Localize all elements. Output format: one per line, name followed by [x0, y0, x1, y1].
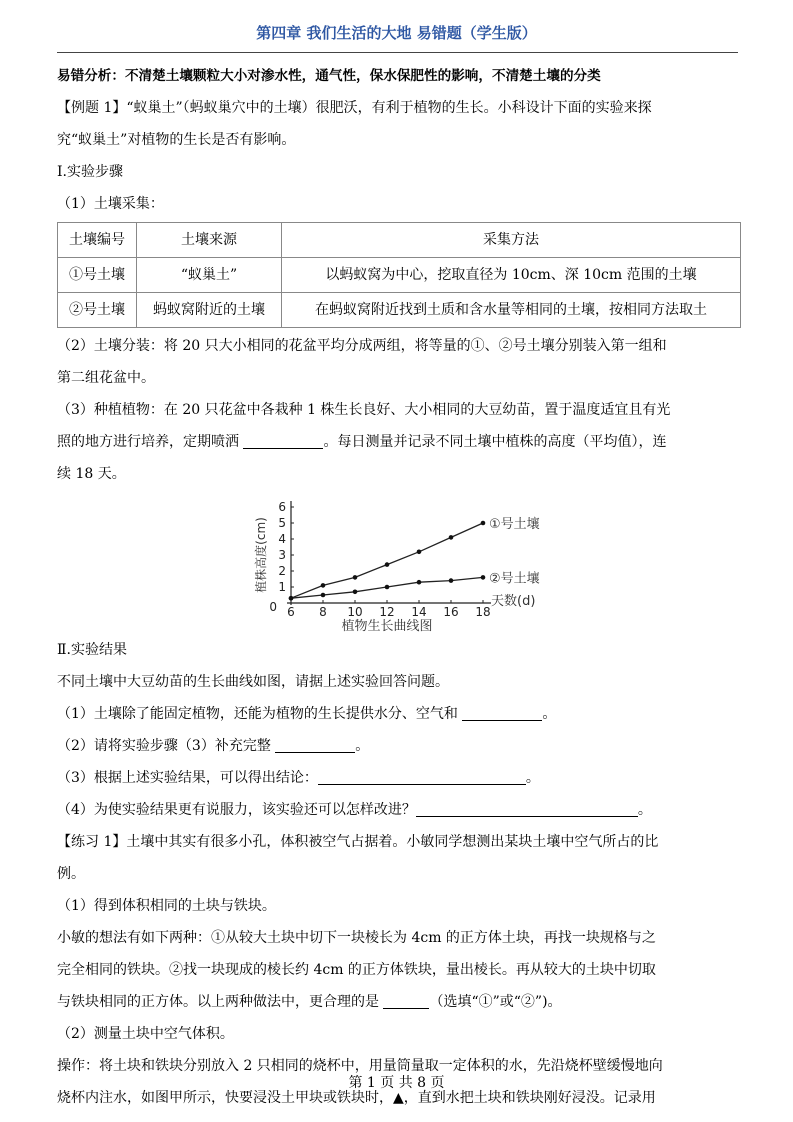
data-point [481, 575, 486, 580]
question-1-text: （1）土壤除了能固定植物，还能为植物的生长提供水分、空气和 [57, 706, 463, 722]
chart-title: 植物生长曲线图 [341, 619, 433, 632]
x-tick-label: 12 [379, 605, 395, 619]
y-tick-label: 1 [278, 580, 286, 594]
data-point [449, 578, 454, 583]
error-analysis: 易错分析：不清楚土壤颗粒大小对渗水性，通气性，保水保肥性的影响，不清楚土壤的分类 [57, 68, 601, 84]
operation-line-1: 操作：将土块和铁块分别放入 2 只相同的烧杯中，用量筒量取一定体积的水，先沿烧杯壁缓慢地向 [57, 1058, 663, 1074]
series-label: ①号土壤 [489, 517, 540, 532]
step2-line-1: （2）土壤分装：将 20 只大小相同的花盆平均分成两组，将等量的①、②号土壤分别装入第一组和 [57, 338, 667, 354]
series-label: ②号土壤 [489, 571, 540, 587]
question-4-end: 。 [637, 802, 652, 818]
table-row [58, 293, 741, 328]
x-tick-label: 6 [287, 605, 295, 619]
practice-desc-text-b: （选填“①”或“②”)。 [429, 994, 562, 1010]
table-cell: 以蚂蚁窝为中心，挖取直径为 10cm、深 10cm 范围的土壤 [282, 258, 741, 293]
data-point [417, 550, 422, 555]
practice-desc-line-1: 小敏的想法有如下两种：①从较大土块中切下一块棱长为 4cm 的正方体土块，再找一块规格与之 [57, 930, 656, 946]
practice-line-1: 【练习 1】土壤中其实有很多小孔，体积被空气占据着。小敏同学想测出某块土壤中空气所占的比 [57, 834, 659, 850]
data-point [417, 580, 422, 585]
x-axis-label: 天数(d) [491, 594, 536, 609]
answer-blank[interactable] [462, 702, 542, 721]
step3-line-2 [57, 426, 740, 458]
y-tick-label: 3 [278, 548, 286, 562]
question-4 [57, 794, 740, 826]
x-tick-label: 14 [411, 605, 427, 619]
answer-blank[interactable] [275, 734, 355, 753]
question-1 [57, 698, 740, 730]
table-header-cell: 土壤编号 [58, 223, 137, 258]
question-4-text: （4）为使实验结果更有说服力，该实验还可以怎样改进？ [57, 802, 416, 818]
y-tick-label: 5 [278, 516, 286, 530]
x-tick-label: 8 [319, 605, 327, 619]
data-point [481, 521, 486, 526]
step3-line-1: （3）种植植物：在 20 只花盆中各栽种 1 株生长良好、大小相同的大豆幼苗，置于温度适宜且有光 [57, 402, 671, 418]
table-header-cell: 采集方法 [282, 223, 741, 258]
practice-desc-text-a: 与铁块相同的正方体。以上两种做法中，更合理的是 [57, 994, 384, 1010]
step3-line-3: 续 18 天。 [57, 466, 126, 482]
answer-blank[interactable] [416, 798, 638, 817]
practice-desc-line-2: 完全相同的铁块。②找一块现成的棱长约 4cm 的正方体铁块，量出棱长。再从较大的土块中切取 [57, 962, 656, 978]
data-point [385, 585, 390, 590]
data-point [321, 593, 326, 598]
table-header-row [58, 223, 741, 258]
y-tick-label: 4 [278, 532, 286, 546]
table-row [58, 258, 741, 293]
answer-blank[interactable] [383, 990, 429, 1009]
operation-line-2: 烧杯内注水，如图甲所示，快要浸没土甲块或铁块时，▲，直到水把土块和铁块刚好浸没。记录用 [57, 1090, 656, 1106]
question-2-end: 。 [355, 738, 370, 754]
practice-step-1: （1）得到体积相同的土块与铁块。 [57, 898, 276, 914]
answer-blank[interactable] [243, 430, 323, 449]
x-tick-label: 18 [475, 605, 491, 619]
question-3 [57, 762, 740, 794]
question-2-text: （2）请将实验步骤（3）补充完整 [57, 738, 276, 754]
step2-line-2: 第二组花盆中。 [57, 370, 155, 386]
data-point [353, 575, 358, 580]
practice-desc-line-3 [57, 986, 740, 1018]
x-tick-label: 10 [347, 605, 363, 619]
result-intro: 不同土壤中大豆幼苗的生长曲线如图，请据上述实验回答问题。 [57, 674, 449, 690]
step1-heading: （1）土壤采集： [57, 196, 164, 212]
page-footer: 第 1 页 共 8 页 [348, 1075, 445, 1091]
data-point [385, 562, 390, 567]
question-2 [57, 730, 740, 762]
document-body [57, 60, 740, 1114]
table-cell: ②号土壤 [58, 293, 137, 328]
table-cell: 在蚂蚁窝附近找到土质和含水量等相同的土壤，按相同方法取土 [282, 293, 741, 328]
example-line-2: 究“蚁巢土”对植物的生长是否有影响。 [57, 132, 296, 148]
x-tick-label: 16 [443, 605, 459, 619]
table-header-cell: 土壤来源 [137, 223, 282, 258]
header-divider [57, 52, 738, 53]
page-header: 第四章 我们生活的大地 易错题（学生版） [256, 24, 537, 42]
table-cell: ①号土壤 [58, 258, 137, 293]
section-results-heading: Ⅱ.实验结果 [57, 642, 127, 658]
example-line-1: 【例题 1】“蚁巢土”（蚂蚁巢穴中的土壤）很肥沃，有利于植物的生长。小科设计下面的实验来探 [57, 100, 652, 116]
practice-step-2: （2）测量土块中空气体积。 [57, 1026, 234, 1042]
step3-text-a: 照的地方进行培养，定期喷洒 [57, 434, 244, 450]
origin-label: 0 [269, 600, 277, 614]
data-point [449, 535, 454, 540]
growth-chart-container [57, 490, 740, 634]
answer-blank[interactable] [318, 766, 526, 785]
question-1-end: 。 [542, 706, 557, 722]
table-cell: “蚁巢土” [137, 258, 282, 293]
y-tick-label: 6 [278, 500, 286, 514]
question-3-end: 。 [525, 770, 540, 786]
growth-curve-chart [247, 492, 557, 632]
section-steps-heading: Ⅰ.实验步骤 [57, 164, 123, 180]
y-axis-label: 植株高度(cm) [254, 517, 268, 593]
practice-line-2: 例。 [57, 866, 85, 882]
data-point [321, 583, 326, 588]
data-point [353, 590, 358, 595]
table-cell: 蚂蚁窝附近的土壤 [137, 293, 282, 328]
soil-collection-table [57, 222, 741, 328]
step3-text-b: 。每日测量并记录不同土壤中植株的高度（平均值），连 [323, 434, 667, 450]
y-tick-label: 2 [278, 564, 286, 578]
data-point [289, 596, 294, 601]
question-3-text: （3）根据上述实验结果，可以得出结论： [57, 770, 318, 786]
